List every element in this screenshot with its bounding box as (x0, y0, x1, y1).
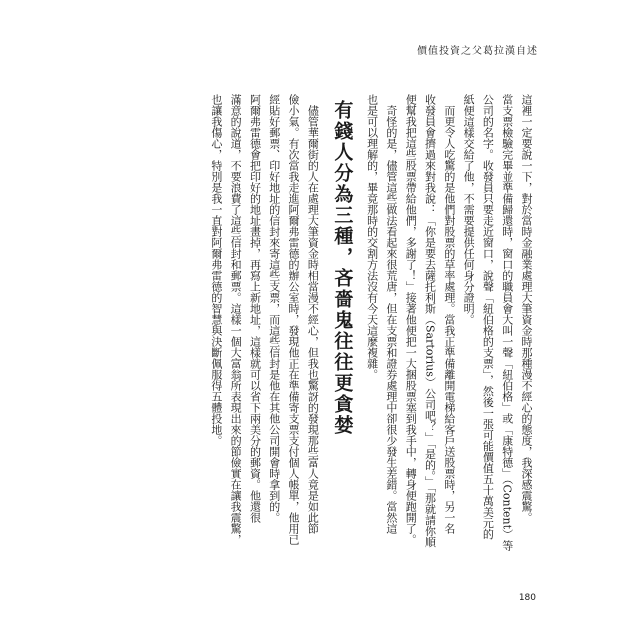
text-column: 這裡一定要說一下，對於當時金融業處理大筆資金時那種漫不經心的態度，我深感震驚。 (520, 94, 533, 523)
text-column: 收發員會擠過來對我說：「你是要去薩托利斯（Sartorius）公司吧？」「是的。」「那就請你順 (423, 94, 437, 548)
running-header: 價值投資之父葛拉漢自述 (417, 46, 538, 57)
text-column: 儘管華爾街的人在處理大筆資金時相當漫不經心，但我也驚訝的發現那些富人竟是如此節 (306, 94, 320, 534)
text-column: 也讓我傷心，特別是我一直對阿爾弗雷德的智慧與決斷佩服得五體投地。 (209, 94, 223, 446)
vertical-body-text (104, 94, 536, 580)
text-column: 當支票檢驗完畢並準備歸還時，窗口的職員會大叫一聲「紐伯格」或「康特德」（Content）等 (500, 94, 514, 552)
text-column: 儉小氣。有次當我走進阿爾弗雷德的辦公室時，發現他正在準備寄支票支付個人帳單，他用已 (287, 94, 301, 545)
text-column: 公司的名字。收發員只要走近窗口，說聲「紐伯格的支票」，然後一張可能價值五十萬美元的 (481, 94, 495, 540)
section-heading: 有錢人分為三種，吝嗇鬼往往更貪婪 (331, 100, 354, 436)
text-column: 阿爾弗雷德會把印好的地址畫掉，再寫上新地址，這樣就可以省下兩美分的郵資。他還很 (248, 94, 262, 523)
text-column: 滿意的說道，不要浪費了這些信封和郵票。這樣一個大富翁所表現出來的節儉實在讓我震驚， (229, 94, 243, 545)
page-number: 180 (518, 593, 536, 603)
text-column: 也是可以理解的，畢竟那時的交割方法沒有今天這麼複雜。 (365, 94, 379, 380)
text-column: 奇怪的是，儘管這些做法看起來很荒唐，但在支票和證券處理中卻很少發生差錯。當然這 (384, 94, 398, 534)
text-column: 便幫我把這些股票帶給他們，多謝了！」接著他便把一大捆股票塞到我手中，轉身便跑開了。 (404, 94, 418, 545)
text-column: 而更令人吃驚的是他們對股票的草率處理。當我正準備離開電梯給客戶送股票時，另一名 (442, 94, 456, 534)
text-column: 紙便這樣交給了他，不需要提供任何身分證明。 (462, 94, 476, 325)
text-column: 經貼好郵票、印好地址的信封來寄這些支票，而這些信封是他在其他公司開會時拿到的。 (267, 94, 281, 523)
